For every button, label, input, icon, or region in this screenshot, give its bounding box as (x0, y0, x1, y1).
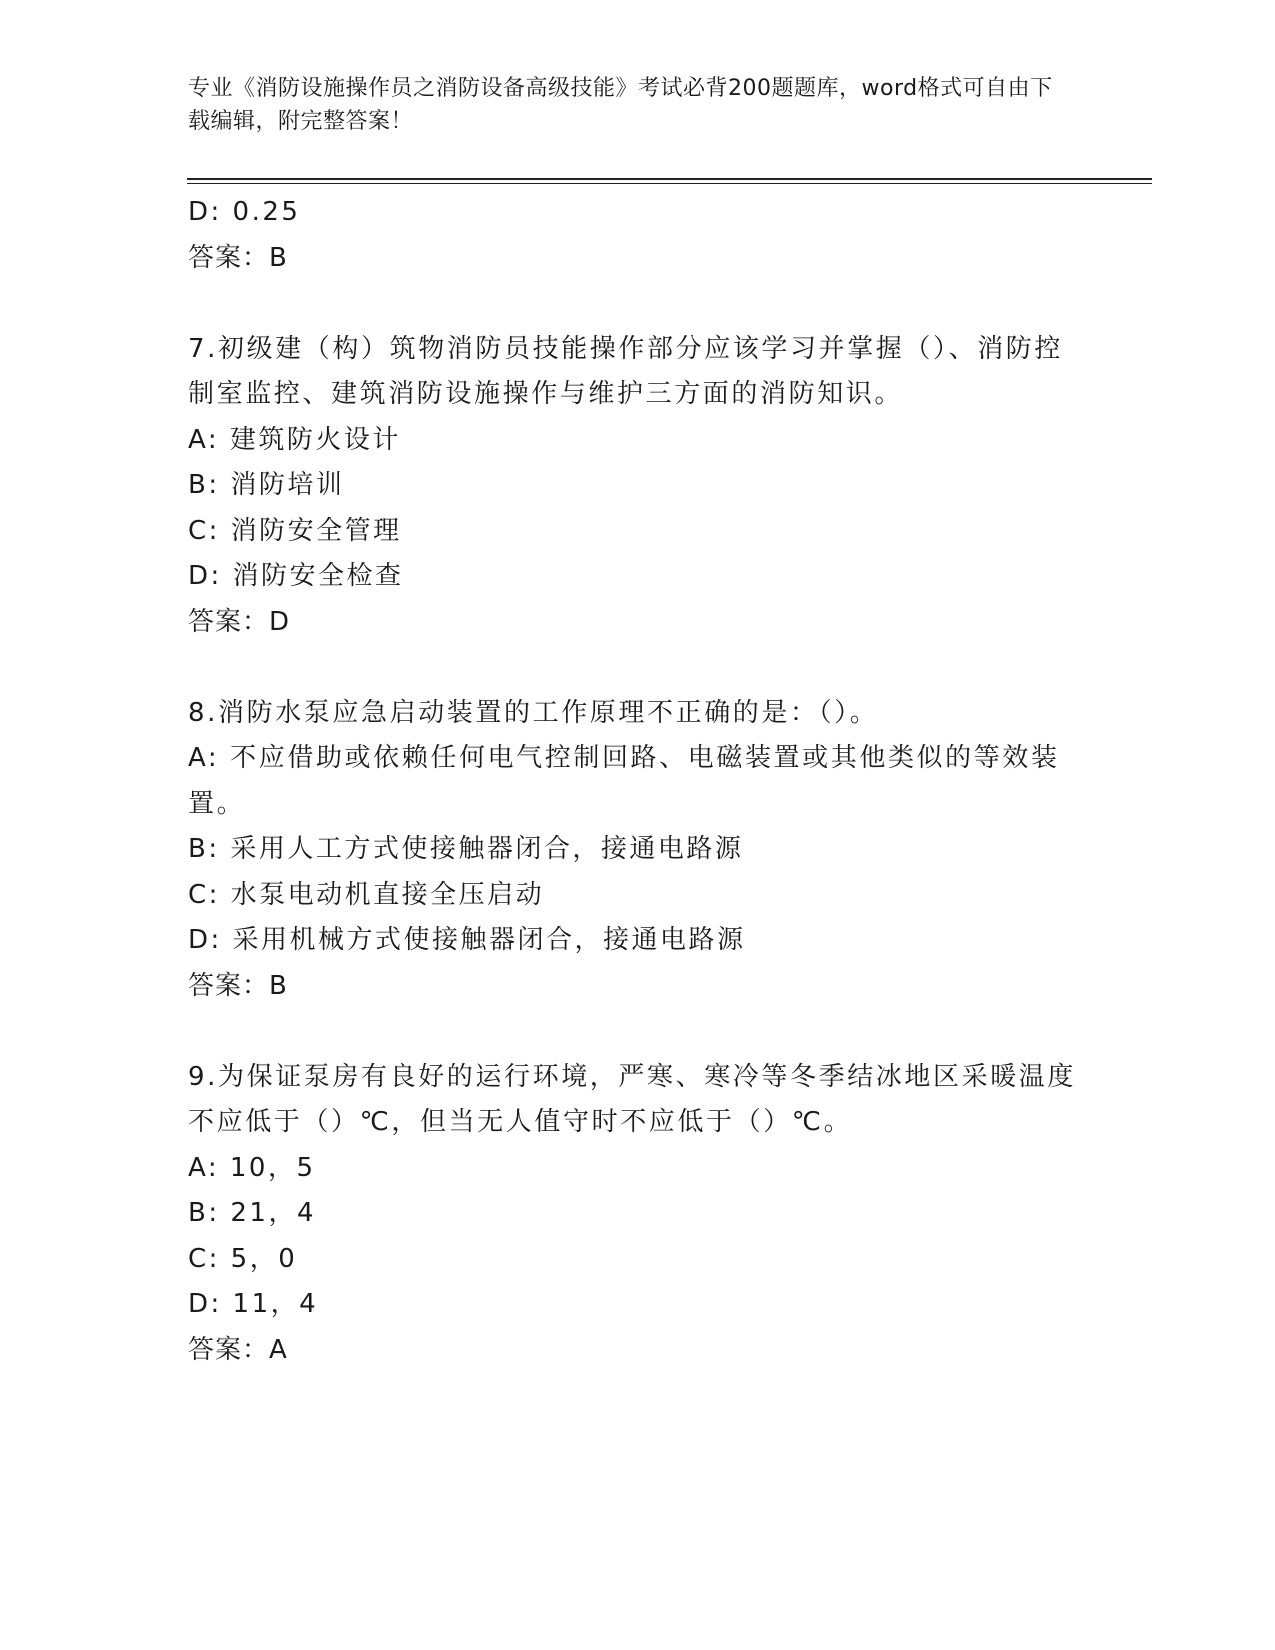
question-answer: 答案：D (188, 606, 291, 637)
option-b: B: 采用人工方式使接触器闭合，接通电路源 (188, 834, 744, 864)
option-a: A: 建筑防火设计 (188, 424, 401, 455)
question-answer: 答案：B (188, 970, 288, 1001)
option-c: C: 水泵电动机直接全压启动 (188, 879, 545, 910)
previous-question-option-d: D: 0.25 (188, 197, 301, 227)
spacer (188, 645, 1088, 691)
question-7 (188, 327, 1088, 646)
option-c: C: 消防安全管理 (188, 515, 402, 546)
question-stem: 9.为保证泵房有良好的运行环境，严寒、寒冷等冬季结冰地区采暖温度不应低于（）℃，但当无人值守时不应低于（）℃。 (188, 1061, 1077, 1137)
question-stem: 8.消防水泵应急启动装置的工作原理不正确的是：（）。 (188, 697, 879, 728)
option-c: C: 5，0 (188, 1243, 298, 1274)
option-a: A: 不应借助或依赖任何电气控制回路、电磁装置或其他类似的等效装置。 (188, 743, 1060, 819)
spacer (188, 281, 1088, 327)
option-a: A: 10，5 (188, 1152, 316, 1183)
header-rule-thin (187, 183, 1152, 184)
question-content (188, 190, 1088, 1373)
question-stem: 7.初级建（构）筑物消防员技能操作部分应该学习并掌握（）、消防控制室监控、建筑消防设施操作与维护三方面的消防知识。 (188, 333, 1064, 409)
option-b: B: 消防培训 (188, 470, 345, 500)
option-d: D: 采用机械方式使接触器闭合，接通电路源 (188, 925, 746, 955)
question-9 (188, 1055, 1088, 1374)
question-answer: 答案：A (188, 1334, 288, 1365)
spacer (188, 1009, 1088, 1055)
question-8 (188, 691, 1088, 1010)
option-b: B: 21，4 (188, 1198, 316, 1228)
previous-question-answer: 答案：B (188, 242, 288, 273)
document-header: 专业《消防设施操作员之消防设备高级技能》考试必背200题题库，word格式可自由下载编辑，附完整答案！ (188, 76, 1053, 134)
option-d: D: 消防安全检查 (188, 561, 404, 591)
option-d: D: 11，4 (188, 1289, 319, 1319)
header-rule-thick (187, 178, 1152, 180)
